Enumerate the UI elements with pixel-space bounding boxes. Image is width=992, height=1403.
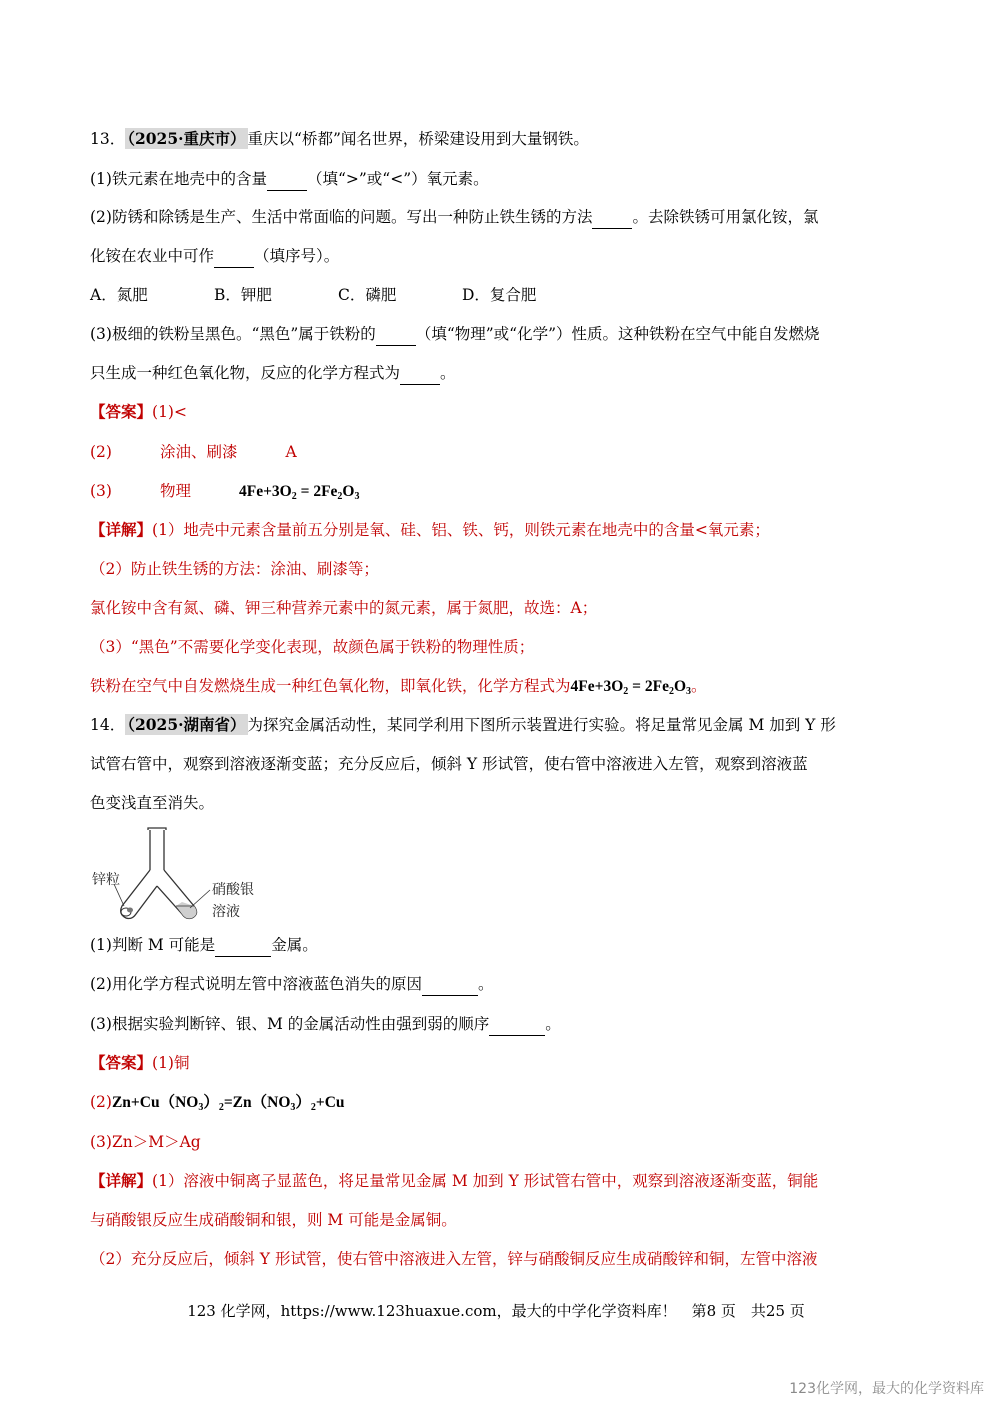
q13-source-tag: （2025·重庆市） [127, 129, 246, 148]
q13-detail-2 [90, 558, 379, 580]
q14-stem-line3 [90, 792, 214, 814]
q14-part2 [90, 973, 493, 996]
q13-part3-line2 [90, 362, 456, 385]
answer-blank [489, 1013, 545, 1036]
detail-text: （2）充分反应后，倾斜 Y 形试管，使右管中溶液进入左管，锌与硝酸铜反应生成硝酸锌和铜，左管中溶液 [90, 1250, 818, 1268]
q13-part1-text-after: （填“>”或“<”）氧元素。 [306, 170, 489, 188]
q13-part1-text: (1)铁元素在地壳中的含量 [90, 170, 267, 188]
q13-part2-line2-after: （填序号）。 [254, 247, 340, 265]
label-leader-line [190, 890, 210, 908]
q13-part3-text-after: （填“物理”或“化学”）性质。这种铁粉在空气中能自发燃烧 [415, 325, 820, 343]
q13-part1 [90, 168, 489, 191]
detail-text: 氯化铵中含有氮、磷、钾三种营养元素中的氮元素，属于氮肥，故选：A； [90, 599, 598, 617]
q13-detail-1 [90, 519, 770, 541]
iron-oxidation-equation: $4Fe+3O_2 = 2Fe_2O_3$ [238, 483, 360, 502]
q13-stem [90, 128, 589, 150]
answer-number: (3) [90, 482, 112, 500]
q13-answer-2 [90, 441, 297, 463]
q13-stem-text: 重庆以“桥都”闻名世界，桥梁建设用到大量钢铁。 [247, 130, 589, 148]
q14-source-tag: （2025·湖南省） [127, 715, 246, 734]
q13-answer-1 [90, 401, 187, 423]
option-c: C．磷肥 [338, 286, 397, 304]
q13-answer-3 [90, 480, 359, 508]
watermark: 123化学网，最大的化学资料库 [789, 1381, 984, 1397]
answer-value: (3)Zn＞M＞Ag [90, 1133, 201, 1151]
page-footer: 123 化学网，https://www.123huaxue.com，最大的中学化学资料库！ 第8 页 共25 页 [187, 1302, 805, 1320]
option-d: D．复合肥 [462, 286, 537, 304]
q14-number: 14． [90, 716, 126, 734]
q13-detail-3 [90, 597, 597, 619]
q14-detail-2 [90, 1248, 817, 1270]
q13-part2-line2 [90, 245, 339, 268]
answer-number: (2) [90, 1093, 112, 1111]
answer-value: 涂油、刷漆 [159, 443, 238, 461]
option-a: A．氮肥 [90, 286, 148, 304]
answer-value: 物理 [159, 482, 191, 500]
q13-part3-text: (3)极细的铁粉呈黑色。“黑色”属于铁粉的 [90, 325, 376, 343]
detail-text: (1）地壳中元素含量前五分别是氧、硅、铝、铁、钙，则铁元素在地壳中的含量<氧元素； [152, 521, 770, 539]
silver-nitrate-label: 硝酸银 [212, 882, 254, 898]
q14-part2-after: 。 [477, 975, 494, 993]
q13-part3-line2-after: 。 [440, 364, 456, 382]
zinc-granule-icon [127, 908, 133, 913]
q14-part3-text: (3)根据实验判断锌、银、M 的金属活动性由强到弱的顺序 [90, 1015, 490, 1033]
q13-part2-line2-text: 化铵在农业中可作 [90, 247, 215, 265]
zinc-label: 锌粒 [92, 872, 120, 888]
detail-text: (1）溶液中铜离子显蓝色，将足量常见金属 M 加到 Y 形试管右管中，观察到溶液逐渐变蓝，铜能 [152, 1172, 819, 1190]
q14-answer-2 [90, 1091, 345, 1119]
answer-label: 【答案】 [90, 1053, 153, 1072]
tube-rim [148, 828, 166, 830]
answer-blank [376, 323, 416, 346]
detail-text: 与硝酸银反应生成硝酸铜和银，则 M 可能是金属铜。 [90, 1211, 457, 1229]
answer-blank [400, 362, 440, 385]
detail-text: （2）防止铁生锈的方法：涂油、刷漆等； [90, 560, 379, 578]
q14-part1-after: 金属。 [271, 936, 318, 954]
q13-part2-line1 [90, 206, 818, 229]
answer-value: A [285, 443, 297, 461]
q14-answer-1 [90, 1052, 189, 1074]
q13-part2-text: (2)防锈和除锈是生产、生活中常面临的问题。写出一种防止铁生锈的方法 [90, 208, 593, 226]
answer-blank [215, 934, 271, 957]
q14-part1 [90, 934, 318, 957]
q13-part3-line2-text: 只生成一种红色氧化物，反应的化学方程式为 [90, 364, 401, 382]
q13-part2-text-after: 。去除铁锈可用氯化铵，氯 [632, 208, 819, 226]
answer-label: 【答案】 [90, 402, 153, 421]
q13-options [90, 284, 586, 306]
answer-blank [592, 206, 632, 229]
q13-number: 13． [90, 130, 126, 148]
q14-detail-1b [90, 1209, 457, 1231]
detail-text: （3）“黑色”不需要化学变化表现，故颜色属于铁粉的物理性质； [90, 638, 535, 656]
answer-value: (1)< [152, 403, 187, 421]
q14-part3-after: 。 [545, 1015, 561, 1033]
answer-value: (1)铜 [152, 1054, 190, 1072]
tube-left-arm [121, 870, 157, 919]
detail-text-end: 。 [691, 677, 707, 695]
y-tube-diagram [90, 826, 270, 926]
detail-label: 【详解】 [90, 520, 153, 539]
answer-blank [267, 168, 307, 191]
q14-detail-1 [90, 1170, 818, 1192]
q13-detail-5 [90, 675, 707, 703]
q14-stem-line2 [90, 753, 808, 775]
q14-stem-text: 色变浅直至消失。 [90, 794, 215, 812]
q14-stem-text: 试管右管中，观察到溶液逐渐变蓝；充分反应后，倾斜 Y 形试管，使右管中溶液进入左管，观察到溶液蓝 [90, 755, 808, 773]
detail-label: 【详解】 [90, 1171, 153, 1190]
q14-part1-text: (1)判断 M 可能是 [90, 936, 216, 954]
q14-part2-text: (2)用化学方程式说明左管中溶液蓝色消失的原因 [90, 975, 422, 993]
answer-number: (2) [90, 443, 112, 461]
detail-text: 铁粉在空气中自发燃烧生成一种红色氧化物，即氧化铁，化学方程式为 [90, 677, 571, 695]
answer-blank [422, 973, 478, 996]
q13-part3-line1 [90, 323, 820, 346]
q14-answer-3 [90, 1131, 201, 1153]
tube-stem [150, 830, 164, 870]
q14-part3 [90, 1013, 561, 1036]
q14-stem-text: 为探究金属活动性，某同学利用下图所示装置进行实验。将足量常见金属 M 加到 Y 形 [247, 716, 836, 734]
solution-label: 溶液 [212, 904, 240, 920]
answer-blank [214, 245, 254, 268]
q13-detail-4 [90, 636, 534, 658]
option-b: B．钾肥 [214, 286, 272, 304]
iron-oxidation-equation: $4Fe+3O_2 = 2Fe_2O_3$ [570, 678, 692, 697]
zinc-copper-nitrate-equation: $Zn+Cu(NO_3)_2=Zn(NO_3)_2+Cu$ [111, 1094, 345, 1113]
q14-stem-line1 [90, 714, 836, 736]
